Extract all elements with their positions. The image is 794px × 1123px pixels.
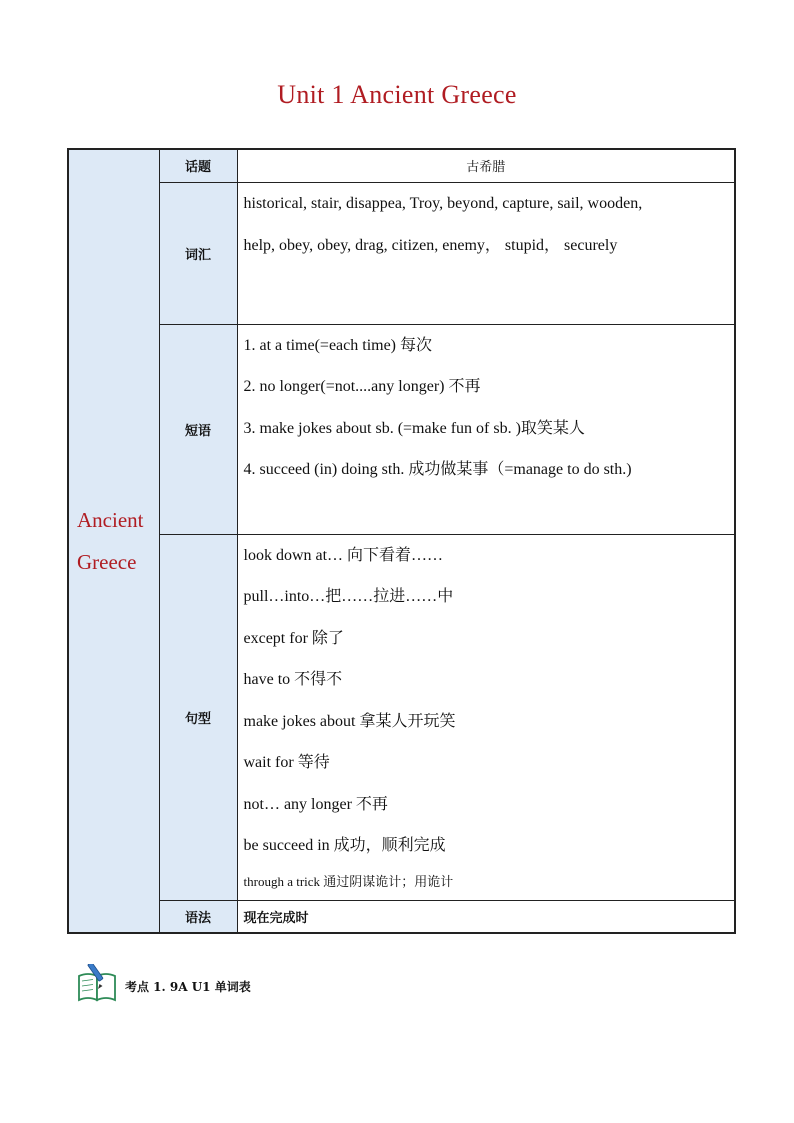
- phrases-value: [237, 324, 735, 534]
- grammar-value: 现在完成时: [237, 900, 735, 933]
- label-sentences: 句型: [159, 534, 237, 900]
- footer-text: 考点 1. 9A U1 单词表: [125, 979, 251, 994]
- label-phrases: 短语: [159, 324, 237, 534]
- sentence-line: pull…into…把……拉进……中: [243, 588, 454, 605]
- table-row-topic: [68, 149, 735, 182]
- footer: [77, 966, 251, 1006]
- vocab-value: [237, 182, 735, 324]
- side-label: [68, 149, 159, 933]
- book-pencil-icon: [77, 964, 119, 1009]
- sentence-line: not… any longer 不再: [243, 795, 388, 813]
- table-row-sentences: [68, 534, 735, 900]
- phrase-line: 1. at a time(=each time) 每次: [243, 336, 433, 354]
- sentence-line: except for 除了: [243, 629, 344, 647]
- sentence-line-small: through a trick 通过阴谋诡计；用诡计: [243, 873, 454, 889]
- label-vocab: 词汇: [159, 182, 237, 324]
- summary-table: [67, 148, 736, 934]
- side-label-line1: Ancient: [77, 508, 144, 532]
- vocab-line: historical, stair, disappea, Troy, beyond, capture, sail, wooden,: [243, 194, 643, 212]
- sentence-line: wait for 等待: [243, 754, 330, 771]
- sentences-value: [237, 534, 735, 900]
- vocab-line: help, obey, obey, drag, citizen, enemy， stupid， securely: [243, 236, 618, 254]
- side-label-line2: Greece: [77, 550, 137, 574]
- page-title: Unit 1 Ancient Greece: [277, 80, 517, 109]
- sentence-line: make jokes about 拿某人开玩笑: [243, 712, 456, 730]
- phrase-line: 4. succeed (in) doing sth. 成功做某事（=manage to do sth.): [243, 461, 632, 478]
- topic-value: 古希腊: [237, 149, 735, 182]
- table-row-grammar: [68, 900, 735, 933]
- phrase-line: 3. make jokes about sb. (=make fun of sb. )取笑某人: [243, 419, 585, 437]
- table-row-phrases: [68, 324, 735, 534]
- label-topic: 话题: [159, 149, 237, 182]
- phrase-line: 2. no longer(=not....any longer) 不再: [243, 378, 481, 395]
- table-row-vocab: [68, 182, 735, 324]
- sentence-line: be succeed in 成功，顺利完成: [243, 837, 446, 854]
- sentence-line: look down at… 向下看着……: [243, 546, 444, 564]
- sentence-line: have to 不得不: [243, 671, 343, 688]
- label-grammar: 语法: [159, 900, 237, 933]
